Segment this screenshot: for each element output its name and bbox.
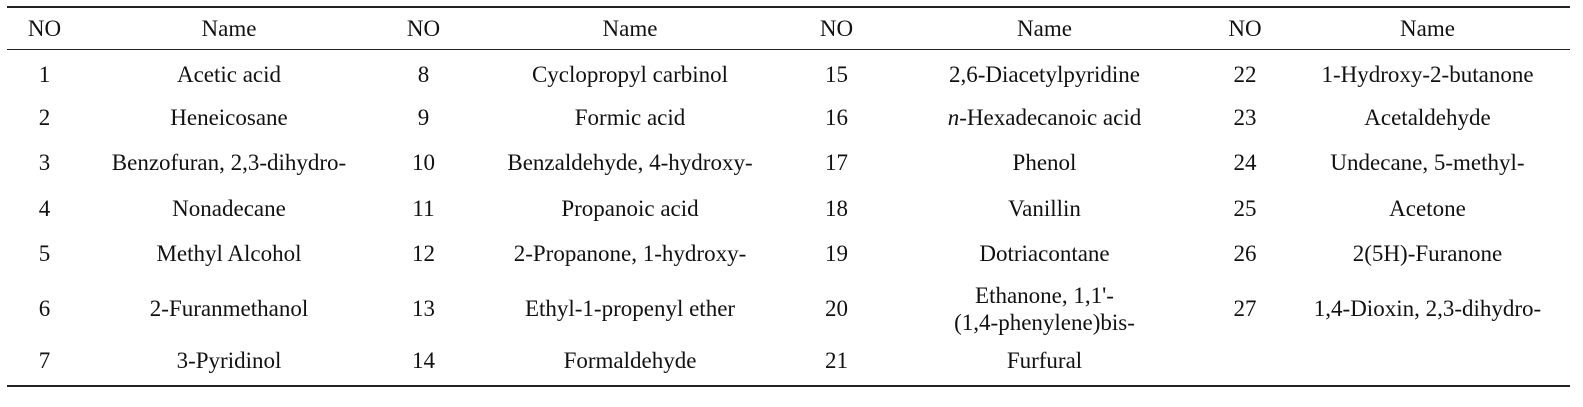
cell-name: Benzaldehyde, 4-hydroxy- <box>507 150 753 176</box>
cell-name: Benzofuran, 2,3-dihydro- <box>111 150 347 176</box>
cell-no: 27 <box>1233 296 1257 321</box>
cell-name <box>884 277 1205 341</box>
cell-no: 13 <box>412 296 435 321</box>
cell-no: 20 <box>825 296 848 321</box>
table-row <box>7 49 1570 95</box>
cell-name: Formaldehyde <box>471 341 789 387</box>
table-row <box>7 231 1570 277</box>
cell-no: 18 <box>825 195 848 221</box>
cell-no: 14 <box>376 341 471 387</box>
cell-name: 2,6-Diacetylpyridine <box>949 61 1140 87</box>
cell-no: 22 <box>1233 61 1257 87</box>
cell-no: 7 <box>7 341 82 387</box>
header-row <box>7 7 1570 49</box>
cell-name: Acetone <box>1389 195 1466 221</box>
cell-name: 2-Propanone, 1-hydroxy- <box>513 241 747 267</box>
name-text: -Hexadecanoic acid <box>959 104 1142 130</box>
cell-name: 3-Pyridinol <box>82 341 376 387</box>
table-row <box>7 341 1570 387</box>
table-row <box>7 140 1570 186</box>
cell-no: 6 <box>38 296 51 321</box>
cell-no: 5 <box>38 241 51 267</box>
cell-no: 4 <box>38 195 51 221</box>
table-row <box>7 95 1570 141</box>
table-row <box>7 277 1570 341</box>
cell-no: 25 <box>1233 195 1257 221</box>
cell-name: Methyl Alcohol <box>156 241 302 267</box>
header-name: Name <box>884 7 1205 49</box>
cell-name: Formic acid <box>574 104 686 130</box>
header-name: Name <box>471 7 789 49</box>
cell-no: 10 <box>412 150 435 176</box>
cell-name <box>884 95 1205 141</box>
cell-name: Vanillin <box>1008 195 1081 221</box>
header-no: NO <box>789 7 884 49</box>
cell-no: 9 <box>417 104 430 130</box>
header-no: NO <box>7 7 82 49</box>
header-name: Name <box>82 7 376 49</box>
header-name: Name <box>1285 7 1570 49</box>
compound-table <box>7 6 1570 387</box>
cell-name: Phenol <box>1012 150 1077 176</box>
cell-no: 12 <box>412 241 435 267</box>
cell-name: 1-Hydroxy-2-butanone <box>1321 61 1534 87</box>
cell-name <box>1285 341 1570 387</box>
cell-no: 15 <box>825 61 848 87</box>
header-no: NO <box>376 7 471 49</box>
cell-no: 23 <box>1233 104 1257 130</box>
cell-name: Propanoic acid <box>561 195 699 221</box>
header-no: NO <box>1205 7 1285 49</box>
cell-name: Furfural <box>884 341 1205 387</box>
name-line-2: (1,4-phenylene)bis- <box>954 309 1135 335</box>
cell-name: Acetic acid <box>176 61 282 87</box>
cell-no <box>1205 341 1285 387</box>
cell-no: 8 <box>417 61 430 87</box>
cell-name: Ethyl-1-propenyl ether <box>524 296 736 321</box>
italic-prefix: n <box>947 104 960 130</box>
cell-no: 16 <box>825 104 848 130</box>
cell-no: 1 <box>38 61 51 87</box>
cell-name: Acetaldehyde <box>1364 104 1491 130</box>
cell-no: 11 <box>412 195 435 221</box>
cell-name: Dotriacontane <box>979 241 1110 267</box>
cell-no: 24 <box>1233 150 1257 176</box>
cell-name: Undecane, 5-methyl- <box>1330 150 1525 176</box>
cell-name: Heneicosane <box>170 104 288 130</box>
cell-no: 26 <box>1233 241 1257 267</box>
cell-name: Nonadecane <box>172 195 286 221</box>
cell-no: 19 <box>825 241 848 267</box>
cell-no: 17 <box>825 150 848 176</box>
cell-name: 2(5H)-Furanone <box>1352 241 1503 267</box>
table-row <box>7 186 1570 232</box>
cell-no: 2 <box>38 104 51 130</box>
cell-name: 1,4-Dioxin, 2,3-dihydro- <box>1313 296 1542 321</box>
name-line-1: Ethanone, 1,1'- <box>975 282 1114 308</box>
cell-no: 21 <box>789 341 884 387</box>
cell-name: Cyclopropyl carbinol <box>531 61 729 87</box>
cell-no: 3 <box>38 150 51 176</box>
cell-name: 2-Furanmethanol <box>149 296 309 321</box>
